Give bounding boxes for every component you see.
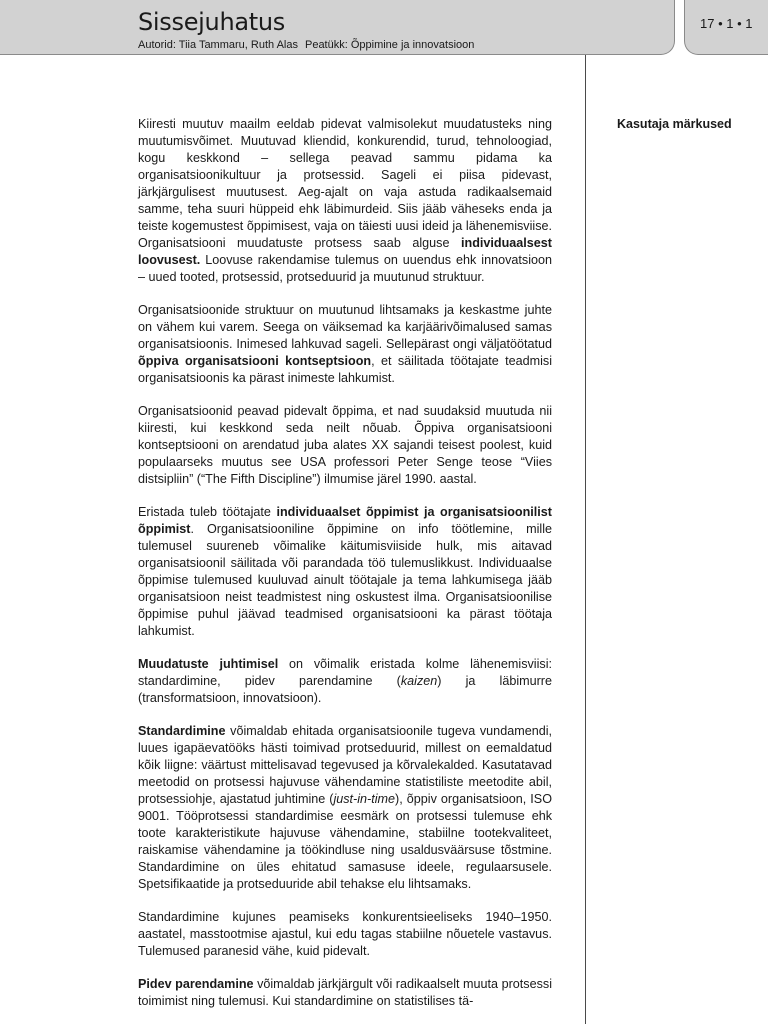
main-text	[138, 116, 552, 1026]
column-divider	[585, 55, 586, 1024]
paragraph-3: Organisatsioonid peavad pidevalt õppima, et nad suudaksid muutuda nii kiiresti, kui keskkond seda neilt nõuab. Õppiva organisatsiooni kontseptsiooni on arendatud juba alates XX sajandi teisest poolest, kuid populaarseks muutus see USA professori Peter Senge teose “Viies distsipliin” (“The Fifth Discipline”) ilmumise järel 1990. aastal.	[138, 404, 552, 486]
paragraph-2: Organisatsioonide struktuur on muutunud lihtsamaks ja keskastme juhte on vähem kui varem. Seega on väiksemad ka karjäärivõimalused samas organisatsioonis. Inimesed lahkuvad sageli. Sellepärast ongi väljatöötatud õppiva organisatsiooni kontseptsioon, et säilitada töötajate teadmisi organisatsioonis ka pärast inimeste lahkumist.	[138, 303, 552, 385]
authors: Autorid: Tiia Tammaru, Ruth Alas	[138, 39, 298, 51]
header-bar	[0, 0, 675, 55]
paragraph-6: Standardimine võimaldab ehitada organisatsioonile tugeva vundamendi, luues igapäevatööks hästi toimivad protseduurid, millest on eemaldatud kõik liigne: väärtust mittelisavad tegevused ja kõrvalekalded. Kasutatavad meetodid on protsessi hajuvuse vähendamine statistiliste meetodite abil, protsessiohje, ajastatud juhtimine (just-in-time), õppiv organisatsioon, ISO 9001. Tööprotsessi standardimise eesmärk on protsessi tulemuse ehk toote karakteristikute hajuvuse vähendamine, stabiilne tootekvaliteet, raiskamise vähendamine ja töökindluse ning usaldusväärsuse tõstmine. Standardimine on üles ehitatud samasuse ideele, regulaarsusele. Spetsifikaatide ja protseduuride abil tehakse elu lihtsamaks.	[138, 724, 552, 891]
paragraph-5: Muudatuste juhtimisel on võimalik eristada kolme lähenemisviisi: standardimine, pidev parendamine (kaizen) ja läbimurre (transformatsioon, innovatsioon).	[138, 657, 553, 705]
paragraph-7: Standardimine kujunes peamiseks konkurentsieeliseks 1940–1950. aastatel, masstootmise ajastul, kui edu tagas stabiilne nõuetele vastavus. Tulemused paranesid vähe, kuid pidevalt.	[138, 910, 552, 958]
chapter: Peatükk: Õppimine ja innovatsioon	[304, 39, 475, 51]
paragraph-4: Eristada tuleb töötajate individuaalset õppimist ja organisatsioonilist õppimist. Organisatsiooniline õppimine on info töötlemine, mille tulemusel suureneb võimalike käitumisviiside hulk, mis aitavad organisatsioonil säilitada või parandada töö tulemuslikkust. Individuaalse õppimise tulemused kuuluvad ainult töötajale ja tema lahkumisega jääb organisatsioon neist teadmistest ning oskustest ilma. Organisatsioonilise õppimise puhul jäävad teadmised organisatsiooni ka pärast töötaja lahkumist.	[138, 505, 552, 638]
page-reference: 17 • 1 • 1	[700, 16, 753, 31]
page-title: Sissejuhatus	[138, 8, 285, 36]
page-reference-box	[684, 0, 768, 55]
user-notes-label: Kasutaja märkused	[617, 117, 732, 131]
paragraph-1: Kiiresti muutuv maailm eeldab pidevat valmisolekut muudatusteks ning muutumisvõimet. Muutuvad kliendid, konkurendid, turud, tehnoloogiad, kogu keskkond – sellega peavad sammu pidama ka organisatsioonikultuur ja protsessid. Sageli ei piisa pidevast, järkjärgulisest muutusest. Aeg-ajalt on vaja astuda radikaalsemaid samme, teha suuri hüppeid ehk läbimurdeid. Siis jääb väheseks enda ja teiste kogemustest õppimisest, vaja on täiesti uusi ideid ja lähenemisviise. Organisatsiooni muudatuste protsess saab alguse individuaalsest loovusest. Loovuse rakendamise tulemus on uuendus ehk innovatsioon – uued tooted, protsessid, protseduurid ja muutunud struktuur.	[138, 117, 552, 284]
subtitle	[138, 38, 474, 52]
paragraph-8: Pidev parendamine võimaldab järkjärgult või radikaalselt muuta protsessi toimimist ning tulemusi. Kui standardimine on statistilises tä-	[138, 977, 552, 1008]
